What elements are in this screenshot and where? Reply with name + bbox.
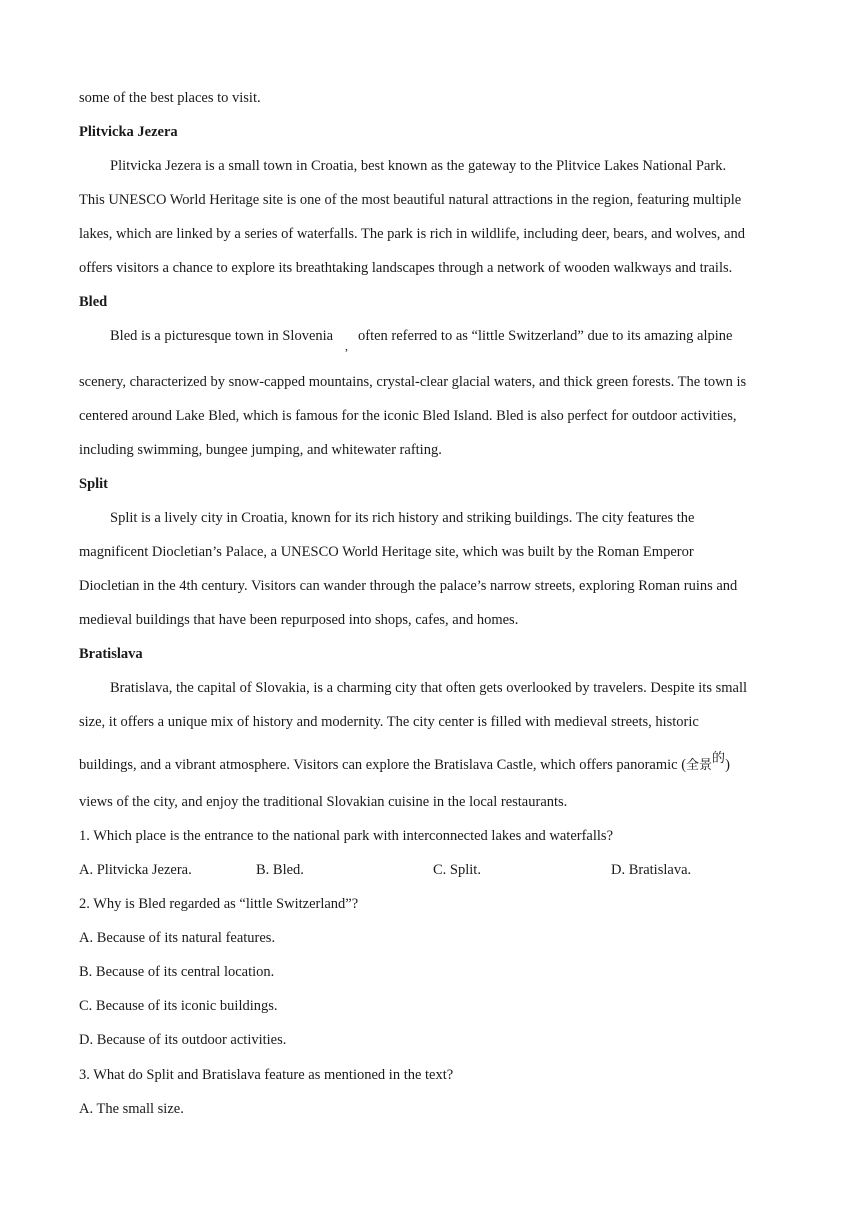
question-stem-2: 2. Why is Bled regarded as “little Switzerland”? [79,896,359,912]
paragraph-line: including swimming, bungee jumping, and whitewater rafting. [79,442,442,458]
question-1-option-b[interactable]: B. Bled. [256,862,304,878]
paragraph-line-part: often referred to as “little Switzerland” due to its amazing alpine [358,328,733,344]
question-2-option-d[interactable]: D. Because of its outdoor activities. [79,1032,287,1048]
paragraph-line: views of the city, and enjoy the traditional Slovakian cuisine in the local restaurants. [79,794,568,810]
question-2-option-c[interactable]: C. Because of its iconic buildings. [79,998,278,1014]
question-3-option-a[interactable]: A. The small size. [79,1101,184,1117]
question-1-option-c[interactable]: C. Split. [433,862,481,878]
question-stem-1: 1. Which place is the entrance to the national park with interconnected lakes and waterfalls? [79,828,614,844]
paragraph-line-part: Bled is a picturesque town in Slovenia [110,328,334,344]
passage-intro-line: some of the best places to visit. [79,90,261,106]
section-heading-plitvicka: Plitvicka Jezera [79,124,178,140]
paragraph-line-with-gloss [79,751,730,775]
paragraph-line: Split is a lively city in Croatia, known for its rich history and striking buildings. The city features the [110,510,695,526]
paragraph-line: Diocletian in the 4th century. Visitors can wander through the palace’s narrow streets, exploring Roman ruins and [79,578,738,594]
paragraph-line: Bratislava, the capital of Slovakia, is a charming city that often gets overlooked by travelers. Despite its small [110,680,748,696]
paragraph-line: size, it offers a unique mix of history and modernity. The city center is filled with medieval streets, historic [79,714,699,730]
paragraph-line: centered around Lake Bled, which is famous for the iconic Bled Island. Bled is also perfect for outdoor activities, [79,408,737,424]
chinese-gloss: 全景 [686,758,713,773]
stray-comma: , [345,339,348,353]
paragraph-line [110,327,333,345]
gloss-close-paren: ) [725,757,730,773]
paragraph-line: scenery, characterized by snow-capped mountains, crystal-clear glacial waters, and thick green forests. The town is [79,374,747,390]
question-2-option-b[interactable]: B. Because of its central location. [79,964,275,980]
section-heading-bratislava: Bratislava [79,646,143,662]
section-heading-bled: Bled [79,294,108,310]
paragraph-line: magnificent Diocletian’s Palace, a UNESCO World Heritage site, which was built by the Roman Emperor [79,544,694,560]
section-heading-split: Split [79,476,109,492]
chinese-gloss-superscript: 的 [712,751,726,766]
question-1-option-d[interactable]: D. Bratislava. [611,862,692,878]
question-stem-3: 3. What do Split and Bratislava feature as mentioned in the text? [79,1067,454,1083]
paragraph-line: This UNESCO World Heritage site is one of the most beautiful natural attractions in the region, featuring multiple [79,192,742,208]
paragraph-line: Plitvicka Jezera is a small town in Croatia, best known as the gateway to the Plitvice Lakes National Park. [110,158,727,174]
paragraph-line: medieval buildings that have been repurposed into shops, cafes, and homes. [79,612,519,628]
paragraph-line: offers visitors a chance to explore its breathtaking landscapes through a network of wooden walkways and trails. [79,260,733,276]
paragraph-line: lakes, which are linked by a series of waterfalls. The park is rich in wildlife, including deer, bears, and wolves, and [79,226,745,242]
question-1-option-a[interactable]: A. Plitvicka Jezera. [79,862,192,878]
question-2-option-a[interactable]: A. Because of its natural features. [79,930,276,946]
paragraph-line-part: buildings, and a vibrant atmosphere. Visitors can explore the Bratislava Castle, which offers panoramic ( [79,757,687,773]
